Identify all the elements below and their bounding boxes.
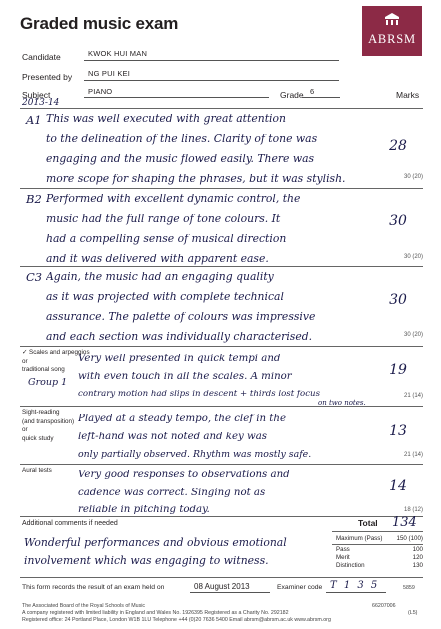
- section-divider: [20, 266, 423, 267]
- comment-line: had a compelling sense of musical direction: [46, 234, 287, 245]
- comment-line: to the delineation of the lines. Clarity of tone was: [46, 134, 318, 145]
- comment-line: Very well presented in quick tempi and: [78, 354, 281, 364]
- examiner-label: Examiner code: [277, 584, 323, 591]
- comment-line: Played at a steady tempo, the clef in the: [78, 414, 286, 424]
- comment-line: engaging and the music flowed easily. There was: [46, 154, 315, 165]
- section-divider: [20, 464, 423, 465]
- comment-line: involvement which was engaging to witness.: [24, 554, 269, 567]
- section-label: Sight-reading (and transposition) or quick study: [22, 409, 75, 442]
- year-note: 2013-14: [22, 98, 60, 108]
- piece-tag: B2: [26, 192, 42, 206]
- grade-underline: [302, 97, 340, 98]
- comment-line: left-hand was not noted and key was: [78, 432, 268, 442]
- piece-max: 30 (20): [403, 254, 423, 260]
- subject-underline: [84, 97, 269, 98]
- candidate-value: KWOK HUI MAN: [88, 49, 148, 58]
- total-value: 134: [392, 515, 417, 530]
- comment-line: This was well executed with great attention: [46, 114, 286, 125]
- section-mark: 19: [389, 362, 407, 378]
- piece-tag: A1: [26, 113, 42, 127]
- record-text: This form records the result of an exam held on: [22, 584, 165, 591]
- piece-max: 30 (20): [403, 174, 423, 180]
- presented-label: Presented by: [22, 72, 73, 82]
- examiner-code: T 1 3 5: [330, 580, 380, 591]
- max-divider: [332, 544, 423, 545]
- section-mark: 13: [389, 423, 407, 439]
- section-max: 21 (14): [403, 452, 423, 458]
- comment-line: reliable in pitching today.: [78, 505, 210, 515]
- piece-max: 30 (20): [403, 332, 423, 338]
- candidate-label: Candidate: [22, 52, 61, 62]
- comment-line: Again, the music had an engaging quality: [46, 272, 274, 283]
- comment-line: Performed with excellent dynamic control, the: [46, 194, 301, 205]
- org-line: The Associated Board of the Royal Schools of Music: [22, 603, 146, 609]
- section-label: ✓ Scales and arpeggios or traditional song: [22, 349, 90, 373]
- grade-value: 6: [310, 87, 315, 96]
- comment-line: only partially observed. Rhythm was mostly safe.: [78, 450, 312, 460]
- form-ref: 5859: [403, 585, 415, 591]
- comment-line: Very good responses to observations and: [78, 470, 290, 480]
- version-code: (L5): [408, 610, 418, 616]
- comment-line: and each section was individually characterised.: [46, 332, 313, 343]
- section-divider: [20, 516, 423, 517]
- subject-label: Subject: [22, 90, 51, 100]
- office-line: Registered office: 24 Portland Place, London W1B 1LU Telephone +44 (0)20 7636 5400 Email abrsm@abrsm.ac.uk www.abrsm.org: [22, 617, 331, 623]
- section-divider: [20, 346, 423, 347]
- company-line: A company registered with limited liability in England and Wales No. 1926395 Registered as a Charity No. 292182: [22, 610, 289, 616]
- section-max: 21 (14): [403, 393, 423, 399]
- marks-label: Marks: [396, 90, 420, 100]
- presented-value: NG PUI KEI: [88, 69, 131, 78]
- comments-label: Additional comments if needed: [22, 520, 118, 527]
- comment-line: with even touch in all the scales. A minor: [78, 372, 292, 382]
- comment-line: assurance. The palette of colours was impressive: [46, 312, 316, 323]
- date-underline: [190, 592, 270, 593]
- piece-mark: 28: [389, 138, 407, 154]
- grade-table-labels: Maximum (Pass) Pass Merit Distinction: [336, 535, 383, 569]
- section-divider: [20, 188, 423, 189]
- total-label: Total: [358, 518, 378, 528]
- comment-line: contrary motion had slips in descent + thirds lost focus: [78, 390, 320, 399]
- comment-line: Wonderful performances and obvious emotional: [24, 536, 287, 549]
- candidate-underline: [84, 60, 339, 61]
- comment-line: more scope for shaping the phrases, but it was stylish.: [46, 174, 346, 185]
- piece-tag: C3: [26, 270, 43, 284]
- print-code: 66207006: [372, 603, 396, 609]
- piece-mark: 30: [389, 213, 407, 229]
- footer-divider: [20, 577, 423, 578]
- comment-line: cadence was correct. Singing not as: [78, 488, 266, 498]
- total-divider: [332, 531, 423, 532]
- comment-line: and it was delivered with apparent ease.: [46, 254, 269, 265]
- abrsm-logo: [362, 6, 422, 56]
- section-divider: [20, 406, 423, 407]
- grade-label: Grade: [280, 90, 304, 100]
- comment-line: as it was projected with complete technical: [46, 292, 284, 303]
- comment-line: music had the full range of tone colours. It: [46, 214, 281, 225]
- group-note: Group 1: [28, 377, 68, 388]
- section-mark: 14: [389, 478, 407, 494]
- section-label: Aural tests: [22, 467, 52, 474]
- form-title: Graded music exam: [20, 14, 179, 33]
- piece-mark: 30: [389, 292, 407, 308]
- comment-extra: on two notes.: [318, 399, 366, 407]
- subject-value: PIANO: [88, 87, 113, 96]
- presented-underline: [84, 80, 339, 81]
- section-max: 18 (12): [403, 507, 423, 513]
- examiner-underline: [326, 592, 386, 593]
- exam-date: 08 August 2013: [194, 582, 250, 591]
- crest-icon: [383, 11, 401, 27]
- logo-text: ABRSM: [368, 32, 416, 46]
- header-divider: [20, 108, 423, 109]
- grade-table-values: 150 (100) 100 120 130: [396, 535, 423, 569]
